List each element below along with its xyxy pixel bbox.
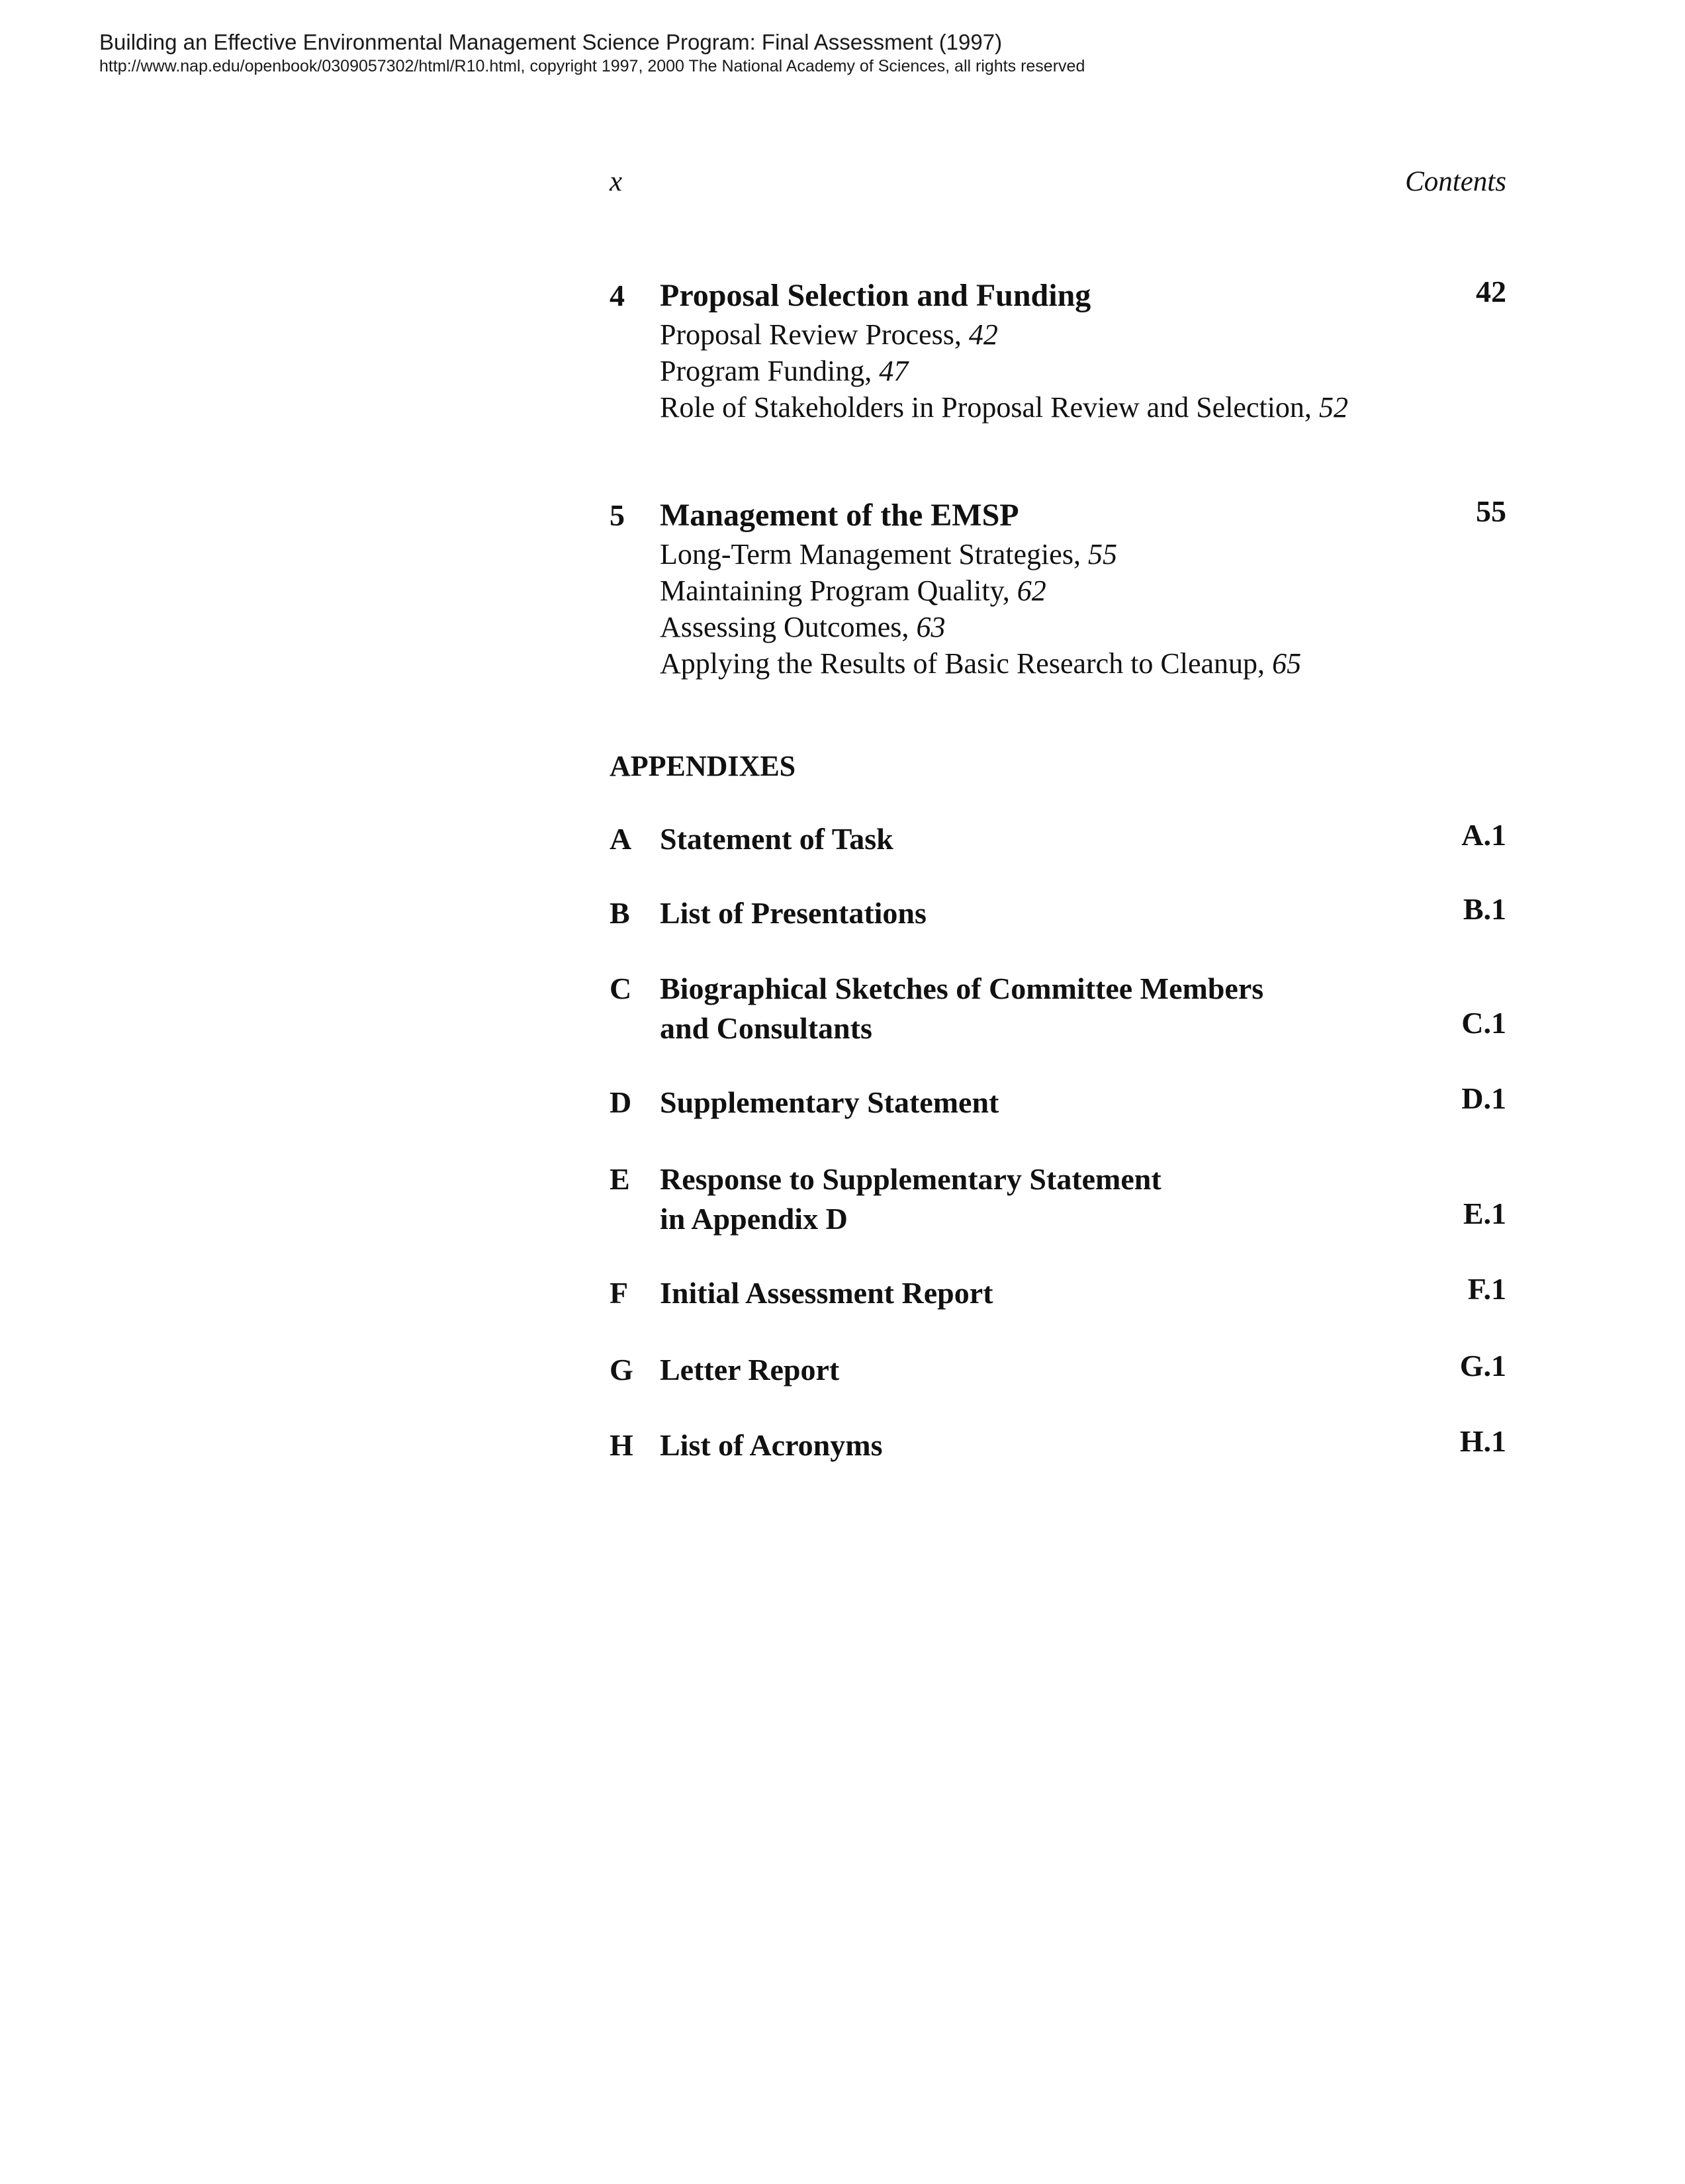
toc-section: Applying the Results of Basic Research to Cleanup, 65 [660,647,1302,680]
toc-section: Maintaining Program Quality, 62 [660,574,1046,607]
toc-section: Role of Stakeholders in Proposal Review and Selection, 52 [660,391,1348,424]
section-page: 55 [1087,538,1117,570]
toc-section: Long-Term Management Strategies, 55 [660,538,1117,570]
appendix-page: F.1 [1467,1272,1506,1306]
appendix-page: H.1 [1459,1424,1506,1458]
chapter-title: Proposal Selection and Funding [660,278,1091,313]
section-page: 47 [879,355,909,387]
toc-chapter [610,495,1506,682]
appendix-title: Supplementary Statement [660,1085,999,1119]
appendix-title: List of Presentations [660,896,927,930]
toc-chapter [610,275,1506,426]
appendix-title: Biographical Sketches of Committee Members and Consultants [660,972,1264,1045]
appendix-title: Letter Report [660,1353,840,1387]
appendix-page: D.1 [1461,1081,1506,1115]
running-head: Contents [1405,166,1506,197]
appendix-letter: C [610,972,632,1005]
appendix-letter: B [610,896,630,930]
section-page: 65 [1272,647,1302,680]
toc-chapter-heading [610,275,1506,316]
toc-section-list [660,536,1506,682]
appendix-page: A.1 [1461,818,1506,852]
page-number: x [610,166,623,197]
toc-chapter-heading [610,495,1506,536]
appendix-title: List of Acronyms [660,1428,883,1462]
section-page: 62 [1017,574,1046,607]
chapter-page: 42 [1476,275,1506,308]
toc-section: Proposal Review Process, 42 [660,318,998,351]
appendix-page: E.1 [1463,1197,1506,1230]
appendix-letter: G [610,1353,633,1387]
appendix-page: B.1 [1463,892,1506,926]
appendix-page: G.1 [1459,1349,1506,1383]
appendixes-heading: APPENDIXES [610,750,796,782]
appendix-title: Statement of Task [660,822,893,856]
chapter-title: Management of the EMSP [660,498,1019,533]
document-header [99,29,1085,77]
appendix-letter: D [610,1085,632,1119]
appendix-letter: A [610,822,632,856]
source-url-line: http://www.nap.edu/openbook/0309057302/html/R10.html, copyright 1997, 2000 The National Academy of Sciences, all rights reserved [99,57,1085,75]
appendix-letter: H [610,1428,633,1462]
toc-section: Program Funding, 47 [660,355,909,387]
chapter-number: 4 [610,279,625,312]
document-title: Building an Effective Environmental Management Science Program: Final Assessment (1997) [99,30,1003,54]
section-page: 42 [968,318,998,351]
appendix-page: C.1 [1461,1006,1506,1040]
section-page: 63 [916,611,946,643]
chapter-page: 55 [1476,494,1506,528]
chapter-number: 5 [610,498,625,532]
appendix-letter: F [610,1276,629,1310]
toc-section-list [660,316,1506,426]
toc-section: Assessing Outcomes, 63 [660,611,946,643]
appendix-title: Response to Supplementary Statement in Appendix D [660,1162,1161,1236]
appendix-letter: E [610,1162,630,1196]
appendix-title: Initial Assessment Report [660,1276,993,1310]
section-page: 52 [1318,391,1348,424]
